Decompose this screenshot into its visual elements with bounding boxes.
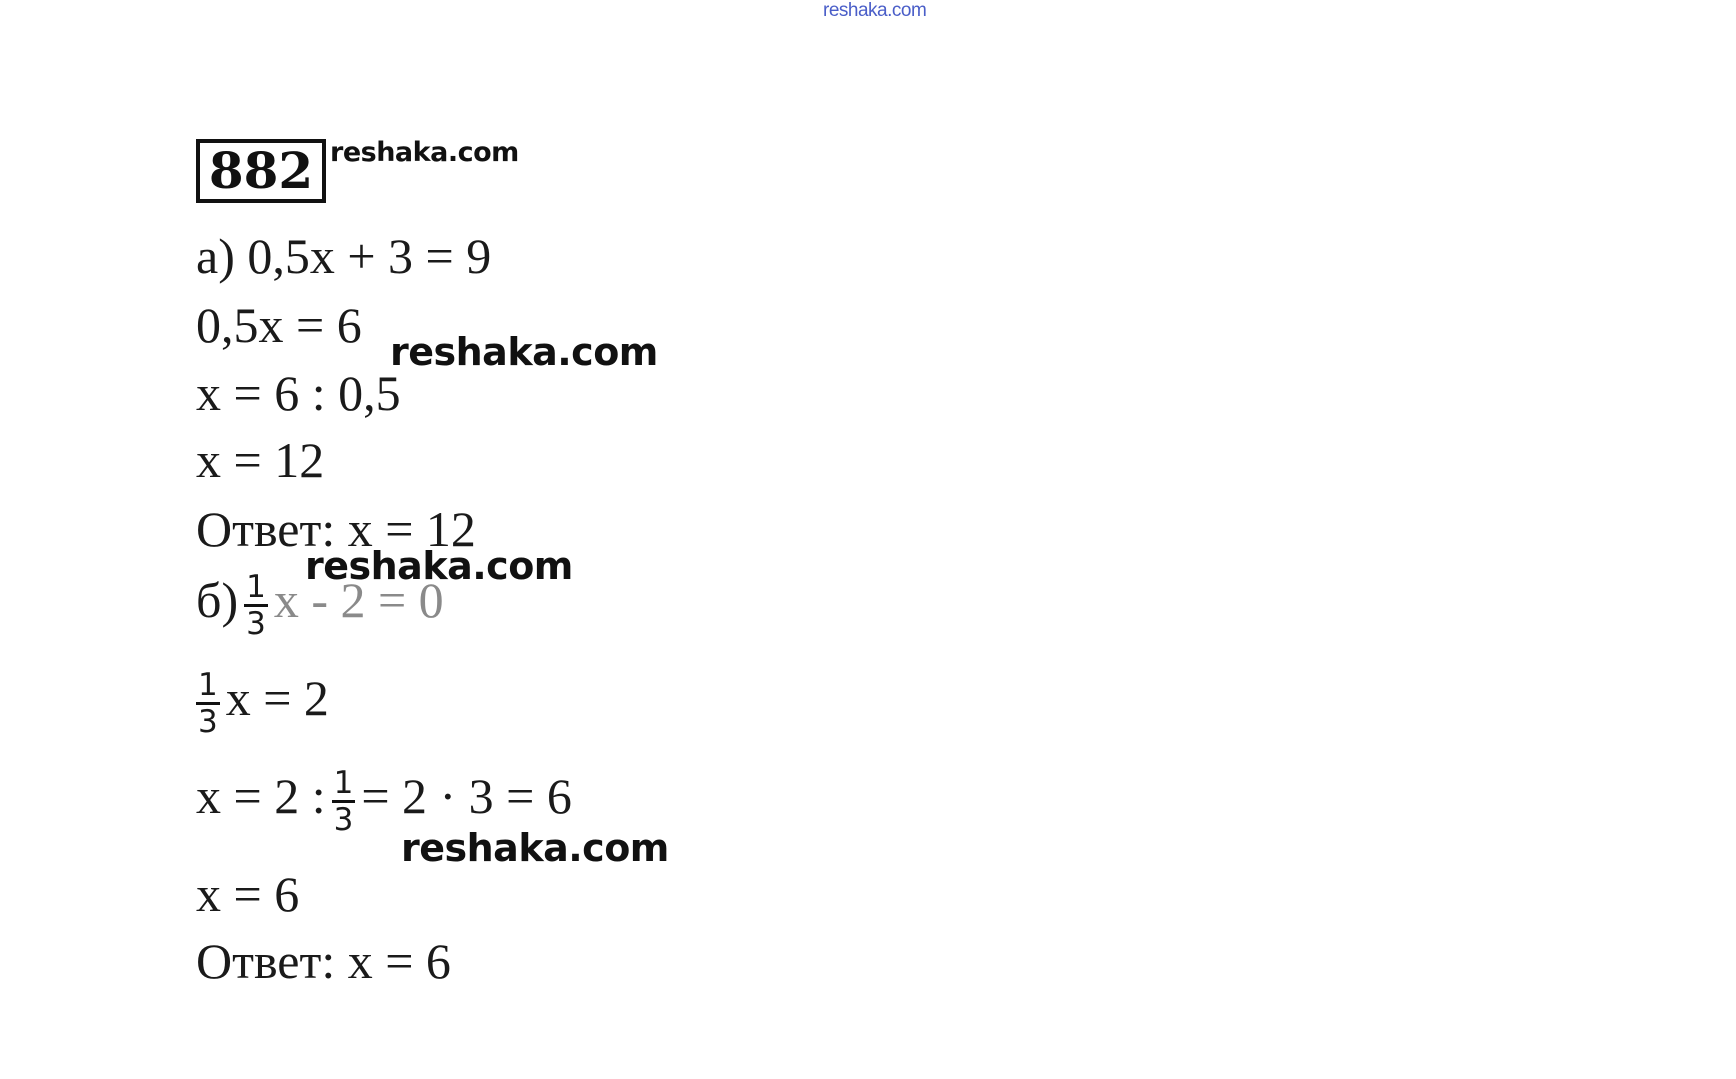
part-b-equation — [196, 570, 444, 641]
fraction — [196, 668, 220, 739]
part-a-step-1: 0,5x = 6 — [196, 297, 362, 353]
fraction — [244, 570, 268, 641]
equation-rest: = 2 · 3 = 6 — [361, 768, 572, 824]
fraction-numerator: 1 — [333, 765, 354, 802]
part-b-label: б) — [196, 572, 239, 628]
top-watermark: reshaka.com — [823, 0, 927, 21]
part-a-step-3: x = 12 — [196, 432, 325, 488]
watermark: reshaka.com — [390, 330, 658, 374]
watermark: reshaka.com — [305, 544, 573, 588]
fraction-numerator: 1 — [246, 569, 266, 606]
part-b-step-3: x = 6 — [196, 866, 300, 922]
fraction-denominator: 3 — [198, 704, 218, 741]
equation-rest: x = 2 — [225, 670, 329, 726]
part-a-answer-text: Ответ: x = 12 — [196, 501, 476, 557]
problem-number: 882 — [196, 139, 326, 203]
part-a-equation: а) 0,5x + 3 = 9 — [196, 228, 492, 284]
fraction — [332, 766, 356, 837]
fraction-denominator: 3 — [333, 802, 354, 839]
equation-prefix: x = 2 : — [196, 768, 326, 824]
equation-rest: x - 2 = 0 — [273, 572, 444, 628]
watermark: reshaka.com — [330, 137, 519, 168]
part-a-step-2: x = 6 : 0,5 — [196, 365, 401, 421]
fraction-denominator: 3 — [246, 606, 266, 643]
fraction-numerator: 1 — [198, 667, 218, 704]
part-b-answer: Ответ: x = 6 — [196, 933, 451, 989]
watermark: reshaka.com — [401, 826, 669, 870]
part-b-step-1 — [196, 668, 329, 739]
